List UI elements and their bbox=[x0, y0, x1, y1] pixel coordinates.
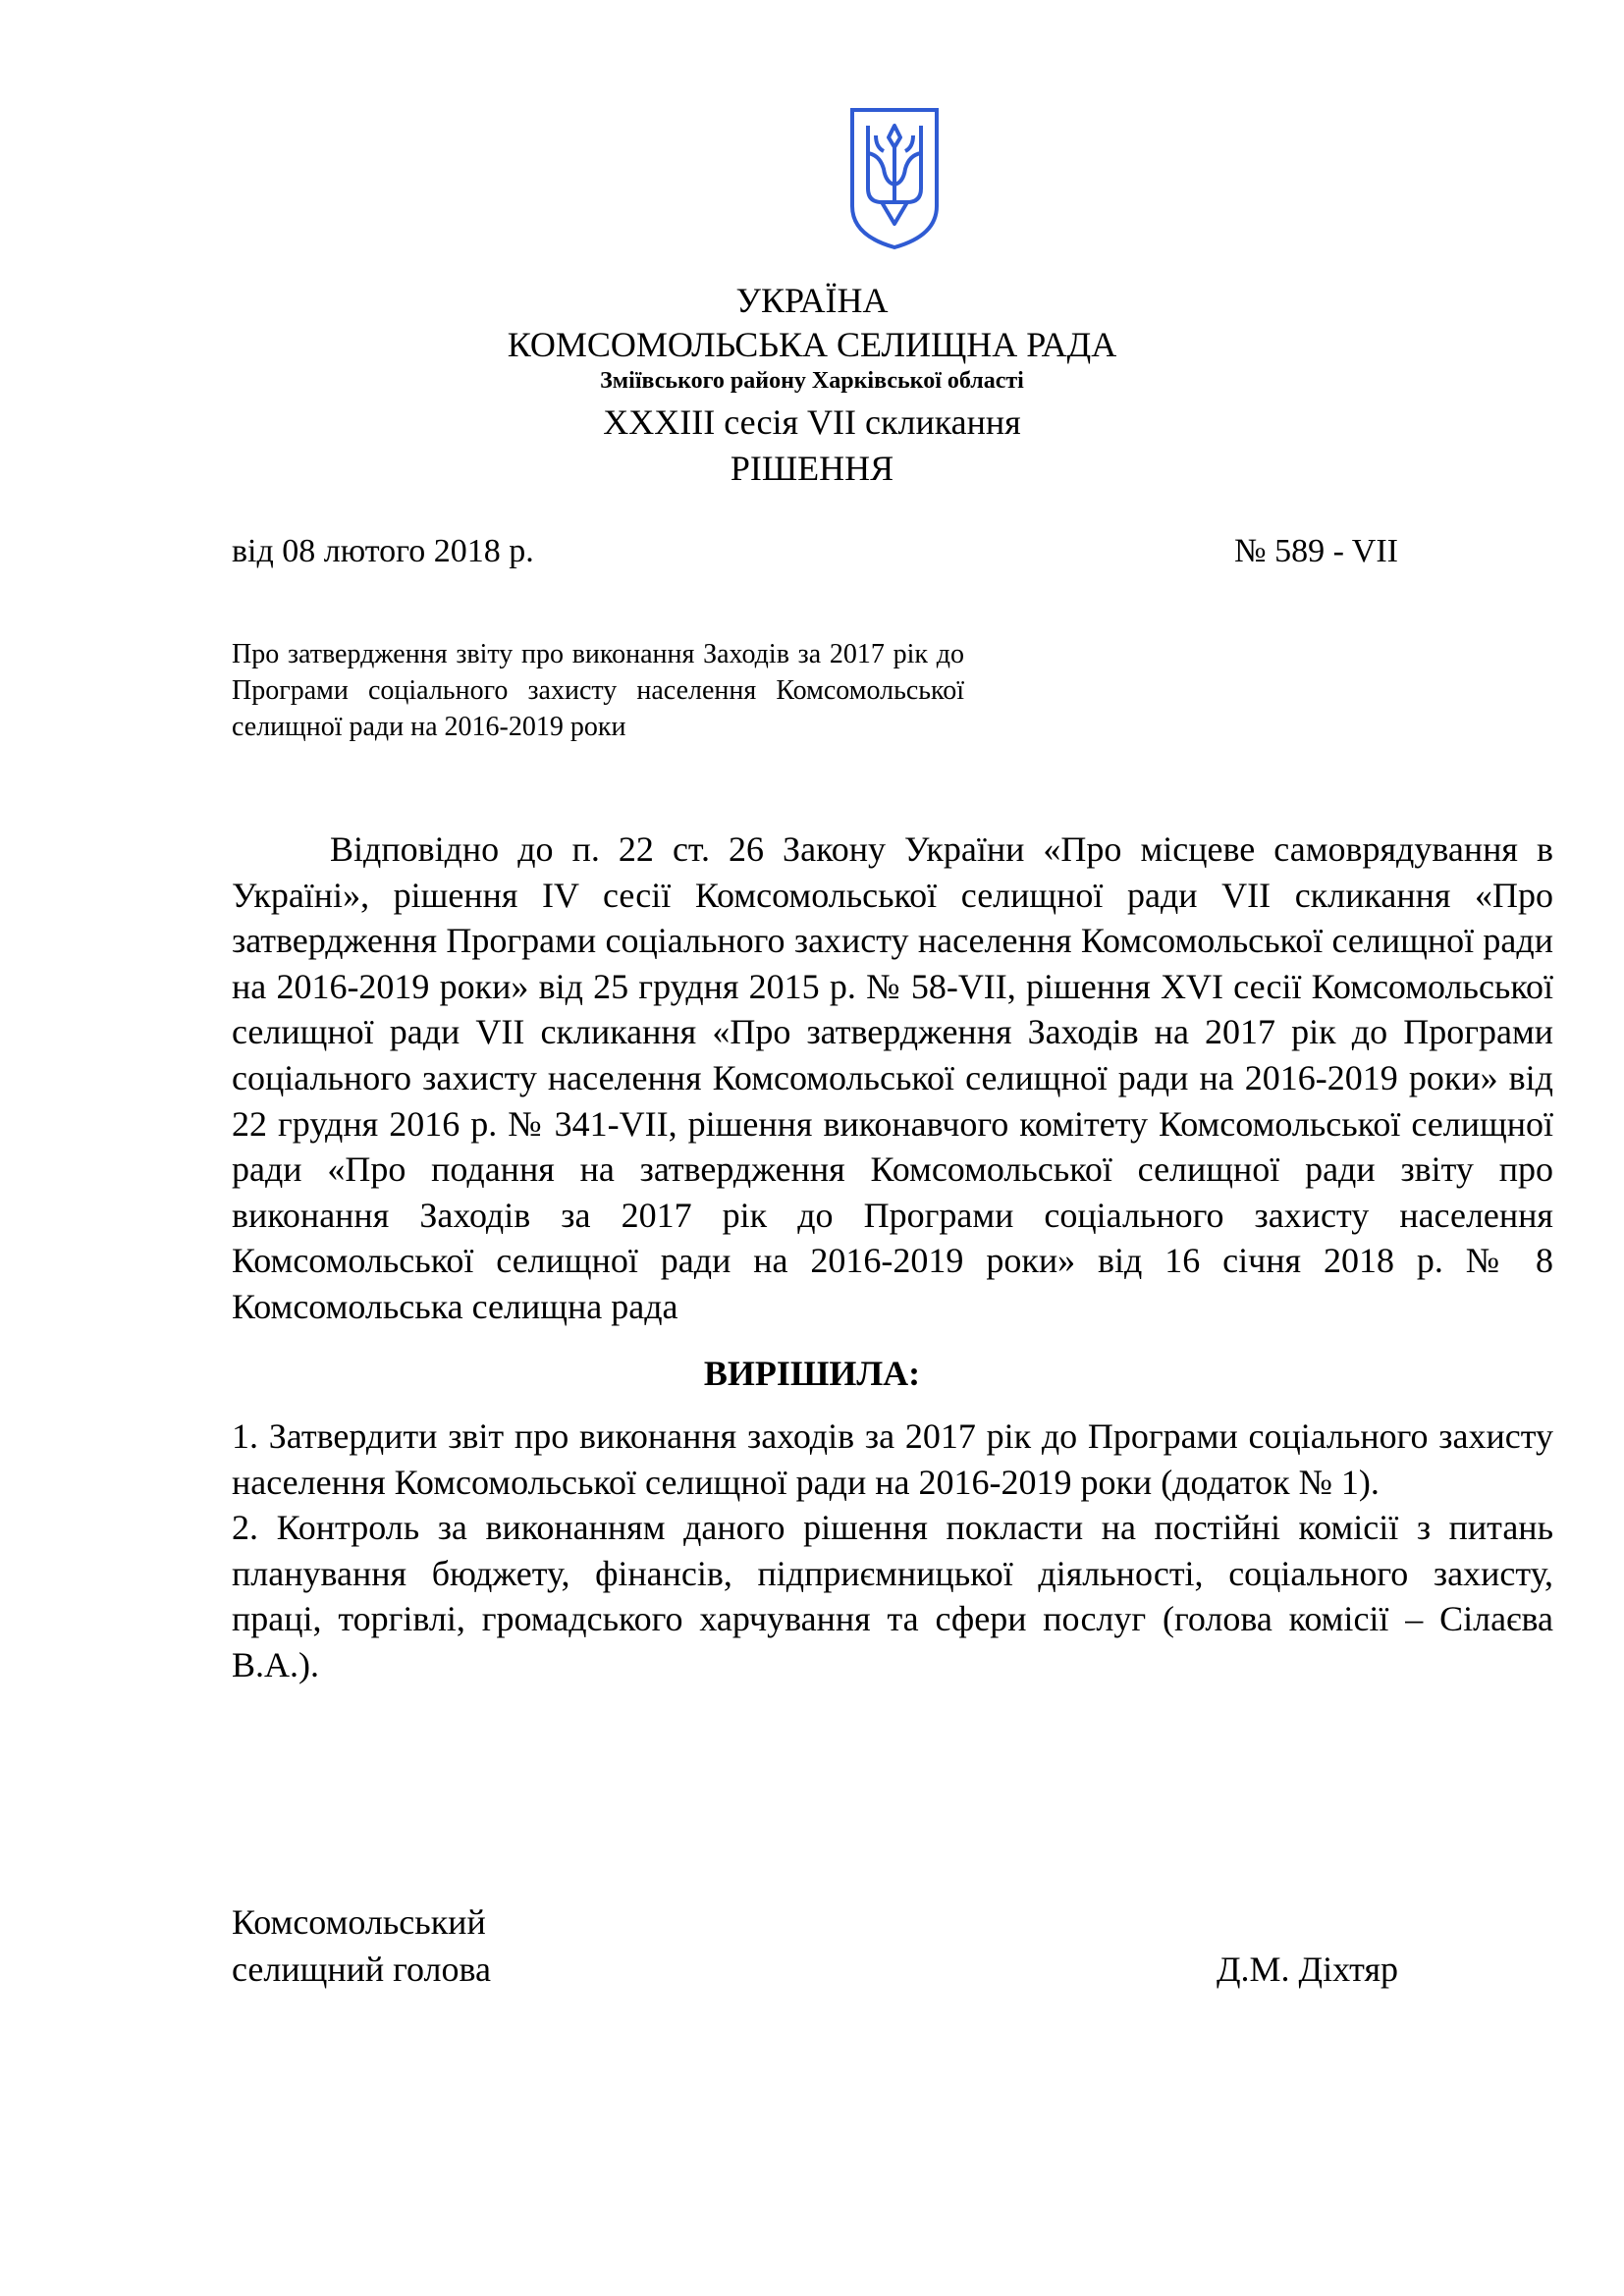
signature-block bbox=[232, 1898, 1398, 1993]
decision-number: № 589 - VII bbox=[1234, 533, 1398, 569]
resolved-heading: ВИРІШИЛА: bbox=[703, 1354, 921, 1393]
session-title: XXXIII сесія VII скликання bbox=[603, 402, 1021, 442]
document-type-title: РІШЕННЯ bbox=[730, 449, 894, 488]
decision-items bbox=[232, 1414, 1553, 1688]
council-title: КОМСОМОЛЬСЬКА СЕЛИЩНА РАДА bbox=[507, 325, 1117, 364]
country-title: УКРАЇНА bbox=[735, 281, 889, 320]
date-number-row bbox=[232, 530, 1398, 573]
coat-of-arms-icon bbox=[846, 104, 943, 251]
decision-date: від 08 лютого 2018 р. bbox=[232, 533, 534, 569]
district-subtitle: Зміївського району Харківської області bbox=[600, 368, 1024, 394]
signatory-title-line1: Комсомольський bbox=[232, 1902, 486, 1942]
decision-subject: Про затвердження звіту про виконання Заходів за 2017 рік до Програми соціального захисту населення Комсомольської селищної ради на 2016-2019 роки bbox=[232, 639, 964, 742]
decision-item: 1. Затвердити звіт про виконання заходів за 2017 рік до Програми соціального захисту населення Комсомольської селищної ради на 2016-2019 роки (додаток № 1). bbox=[232, 1416, 1553, 1502]
decision-item: 2. Контроль за виконанням даного рішення покласти на постійні комісії з питань планування бюджету, фінансів, підприємницької діяльності, соціального захисту, праці, торгівлі, громадського харчування та сфери послуг (голова комісії – Сілаєва В.А.). bbox=[232, 1508, 1553, 1684]
signatory-title-line2: селищний голова bbox=[232, 1949, 492, 1989]
preamble-paragraph: Відповідно до п. 22 ст. 26 Закону України «Про місцеве самоврядування в Україні», рішення IV сесії Комсомольської селищної ради VII скликання «Про затвердження Програми соціального захисту населення Комсомольської селищної ради на 2016-2019 роки» від 25 грудня 2015 р. № 58-VII, рішення XVI сесії Комсомольської селищної ради VII скликання «Про затвердження Заходів на 2017 рік до Програми соціального захисту населення Комсомольської селищної ради на 2016-2019 роки» від 22 грудня 2016 р. № 341-VII, рішення виконавчого комітету Комсомольської селищної ради «Про подання на затвердження Комсомольської селищної ради звіту про виконання Заходів за 2017 рік до Програми соціального захисту населення Комсомольської селищної ради на 2016-2019 роки» від 16 січня 2018 р. № 8 Комсомольська селищна рада bbox=[232, 829, 1553, 1326]
signatory-name: Д.М. Діхтяр bbox=[1216, 1949, 1398, 1989]
